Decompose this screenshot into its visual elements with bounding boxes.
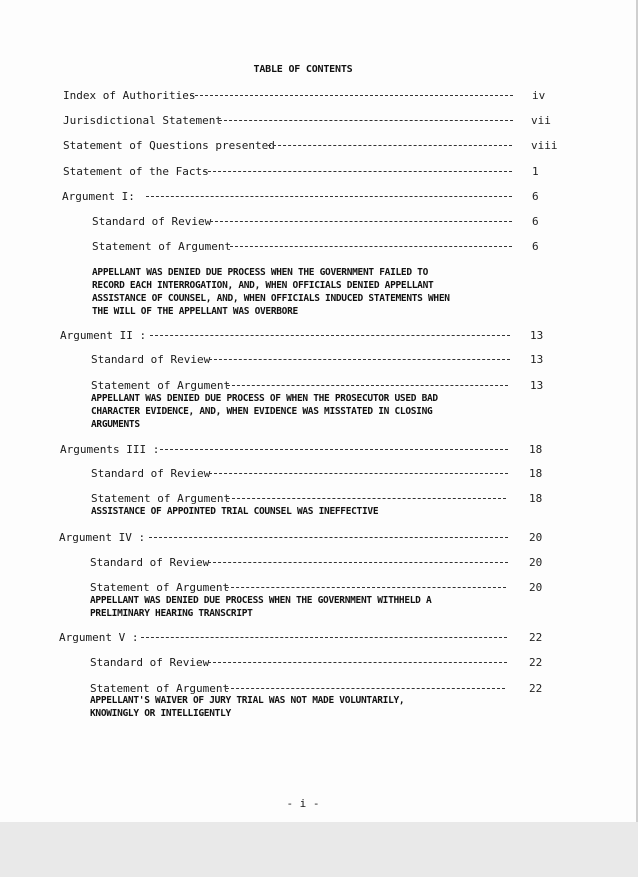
toc-entry-page: 18 <box>529 443 543 456</box>
dot-leader <box>141 637 507 638</box>
toc-entry-label: Arguments III : <box>60 443 160 456</box>
dot-leader <box>226 688 505 689</box>
page-title: TABLE OF CONTENTS <box>253 64 353 75</box>
dot-leader <box>208 562 508 563</box>
toc-entry-label: Index of Authorities <box>63 89 196 102</box>
toc-entry-page: 6 <box>532 240 539 253</box>
dot-leader <box>230 246 512 247</box>
argument-heading-line: APPELLANT WAS DENIED DUE PROCESS WHEN THE GOVERNMENT WITHHELD A <box>90 595 432 606</box>
argument-heading-line: APPELLANT'S WAIVER OF JURY TRIAL WAS NOT MADE VOLUNTARILY, <box>90 695 405 706</box>
toc-entry-page: 18 <box>529 492 543 505</box>
dot-leader <box>219 120 513 121</box>
toc-entry-argument-4 <box>59 531 508 545</box>
toc-entry-page: 18 <box>529 467 543 480</box>
argument-heading-line: CHARACTER EVIDENCE, AND, WHEN EVIDENCE WAS MISSTATED IN CLOSING <box>91 406 433 417</box>
toc-entry-label: Statement of Argument <box>90 581 230 594</box>
dot-leader <box>160 449 508 450</box>
toc-subentry-standard-of-review <box>91 353 510 367</box>
argument-heading <box>92 266 450 318</box>
argument-heading-line: ARGUMENTS <box>91 419 140 430</box>
argument-heading-line: APPELLANT WAS DENIED DUE PROCESS WHEN THE GOVERNMENT FAILED TO <box>92 267 429 278</box>
toc-entry-label: Standard of Review <box>90 656 210 669</box>
dot-leader <box>146 196 512 197</box>
toc-subentry-statement-of-argument <box>92 240 512 254</box>
toc-entry-page: 13 <box>530 353 544 366</box>
toc-entry-page: 22 <box>529 682 543 695</box>
toc-subentry-standard-of-review <box>90 556 508 570</box>
toc-subentry-statement-of-argument <box>91 379 508 393</box>
argument-heading-line: ASSISTANCE OF COUNSEL, AND, WHEN OFFICIALS INDUCED STATEMENTS WHEN <box>92 293 450 304</box>
toc-entry-questions-presented <box>63 139 512 153</box>
toc-entry-page: 22 <box>529 631 543 644</box>
toc-entry-label: Statement of Argument <box>91 492 231 505</box>
toc-subentry-standard-of-review <box>92 215 512 229</box>
toc-entry-label: Statement of Argument <box>92 240 232 253</box>
toc-entry-label: Statement of Questions presented <box>63 139 275 152</box>
toc-entry-argument-1 <box>62 190 512 204</box>
page-number: - i - <box>286 797 320 810</box>
argument-heading-line: THE WILL OF THE APPELLANT WAS OVERBORE <box>92 306 298 317</box>
dot-leader <box>203 171 512 172</box>
dot-leader <box>227 498 506 499</box>
argument-heading <box>91 392 438 431</box>
toc-entry-label: Argument IV : <box>59 531 146 544</box>
toc-entry-page: iv <box>532 89 546 102</box>
argument-heading-line: ASSISTANCE OF APPOINTED TRIAL COUNSEL WAS INEFFECTIVE <box>91 506 379 517</box>
dot-leader <box>227 385 508 386</box>
toc-entry-label: Standard of Review <box>90 556 210 569</box>
toc-entry-index-of-authorities <box>63 89 513 103</box>
dot-leader <box>268 145 512 146</box>
toc-entry-page: 20 <box>529 531 543 544</box>
argument-heading-line: KNOWINGLY OR INTELLIGENTLY <box>90 708 231 719</box>
toc-entry-label: Argument V : <box>59 631 139 644</box>
toc-entry-facts <box>63 165 512 179</box>
toc-entry-page: vii <box>531 114 551 127</box>
toc-subentry-statement-of-argument <box>90 581 506 595</box>
toc-entry-label: Standard of Review <box>91 467 211 480</box>
toc-entry-page: viii <box>531 139 558 152</box>
toc-entry-page: 20 <box>529 556 543 569</box>
toc-entry-label: Jurisdictional Statement <box>63 114 222 127</box>
toc-entry-page: 22 <box>529 656 543 669</box>
dot-leader <box>149 537 508 538</box>
argument-heading <box>90 594 431 620</box>
toc-entry-label: Statement of Argument <box>90 682 230 695</box>
argument-heading <box>91 505 378 518</box>
toc-entry-label: Standard of Review <box>92 215 212 228</box>
toc-entry-label: Argument II : <box>60 329 147 342</box>
dot-leader <box>208 662 507 663</box>
toc-entry-page: 20 <box>529 581 543 594</box>
toc-subentry-standard-of-review <box>91 467 508 481</box>
toc-entry-page: 6 <box>532 190 539 203</box>
argument-heading-line: PRELIMINARY HEARING TRANSCRIPT <box>90 608 253 619</box>
toc-entry-label: Argument I: <box>62 190 135 203</box>
dot-leader <box>209 359 510 360</box>
toc-entry-page: 13 <box>530 329 544 342</box>
toc-entry-page: 6 <box>532 215 539 228</box>
argument-heading-line: APPELLANT WAS DENIED DUE PROCESS OF WHEN THE PROSECUTOR USED BAD <box>91 393 438 404</box>
toc-entry-argument-2 <box>60 329 510 343</box>
toc-entry-jurisdictional-statement <box>63 114 513 128</box>
dot-leader <box>210 221 512 222</box>
toc-entry-argument-5 <box>59 631 507 645</box>
dot-leader <box>190 95 513 96</box>
argument-heading-line: RECORD EACH INTERROGATION, AND, WHEN OFFICIALS DENIED APPELLANT <box>92 280 434 291</box>
dot-leader <box>209 473 508 474</box>
toc-entry-label: Standard of Review <box>91 353 211 366</box>
toc-entry-page: 1 <box>532 165 539 178</box>
toc-subentry-statement-of-argument <box>91 492 506 506</box>
dot-leader <box>226 587 506 588</box>
toc-entry-label: Statement of the Facts <box>63 165 209 178</box>
toc-entry-label: Statement of Argument <box>91 379 231 392</box>
toc-entry-argument-3 <box>60 443 508 457</box>
argument-heading <box>90 694 404 720</box>
toc-subentry-standard-of-review <box>90 656 507 670</box>
toc-entry-page: 13 <box>530 379 544 392</box>
dot-leader <box>150 335 510 336</box>
